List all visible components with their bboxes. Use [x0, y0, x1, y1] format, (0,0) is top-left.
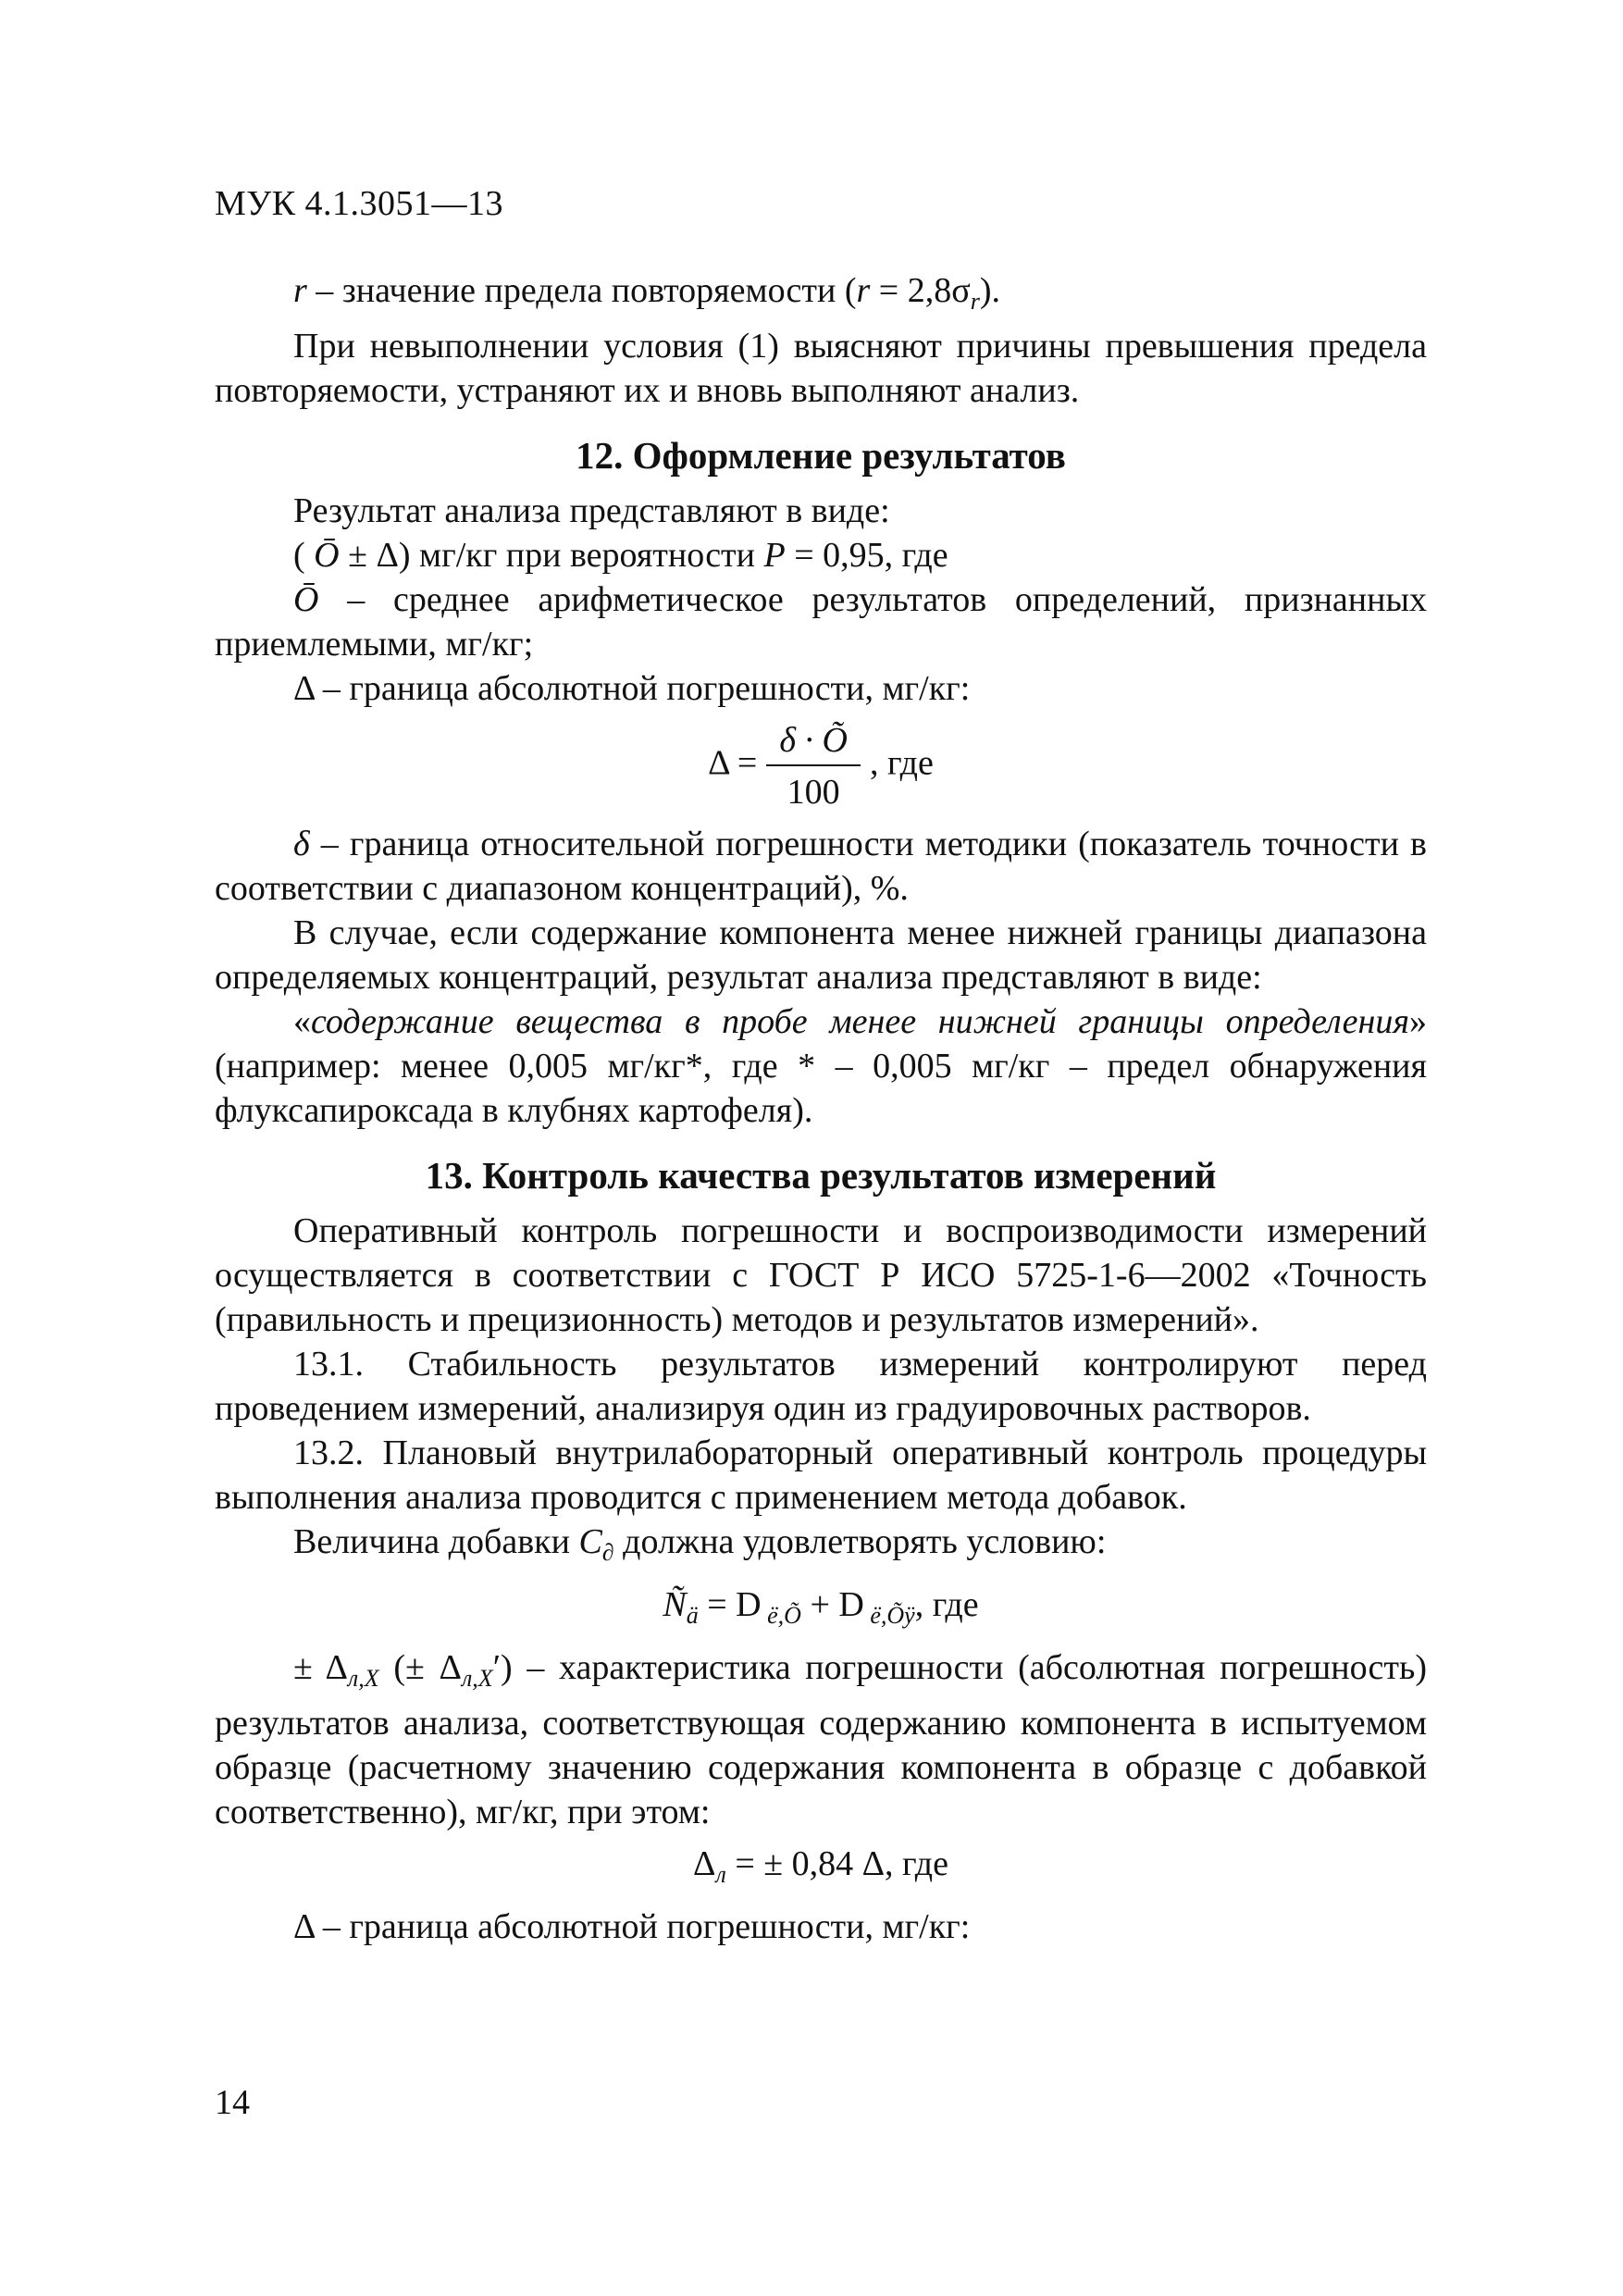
- paragraph-below-range: В случае, если содержание компонента менее нижней границы диапазона определяемых концентраций, результат анализа представляют в виде:: [215, 913, 1427, 997]
- paragraph-absolute-error: Δ – граница абсолютной погрешности, мг/кг:: [293, 669, 971, 708]
- paragraph-mean-definition: Ō – среднее арифметическое результатов определений, признанных приемлемыми, мг/кг;: [215, 580, 1428, 664]
- paragraph-relative-error: δ – граница относительной погрешности методики (показатель точности в соответствии с диапазоном концентраций), %.: [215, 825, 1427, 908]
- paragraph-additive-value: Величина добавки $C_\partial$ должна удовлетворять условию:: [293, 1522, 1107, 1566]
- formula-fraction: $\frac{\delta \cdot Õ}{100}$: [766, 718, 861, 814]
- paragraph-13-2: 13.2. Плановый внутрилабораторный оперативный контроль процедуры выполнения анализа проводится с применением метода добавок.: [215, 1433, 1427, 1517]
- paragraph-error-characteristic: ± $\Delta_{л,X}$ (± $\Delta_{л,X}'$) – характеристика погрешности (абсолютная погрешность) результатов анализа, соответствующая содержанию компонента в испытуемом образце (расчетному значению содержания компонента в образце с добавкой соответственно), мг/кг, при этом:: [215, 1648, 1427, 1831]
- paragraph-below-range-example: «содержание вещества в пробе менее нижней границы определения» (например: менее 0,005 мг/кг*, где * – 0,005 мг/кг – предел обнаружения флуксапироксада в клубнях картофеля).: [215, 1002, 1427, 1130]
- paragraph-absolute-error-2: Δ – граница абсолютной погрешности, мг/кг:: [293, 1907, 971, 1946]
- formula-delta-l: $\Delta_л$ = ± 0,84 Δ, где: [693, 1844, 948, 1888]
- paragraph-operational-control: Оперативный контроль погрешности и воспроизводимости измерений осуществляется в соответствии с ГОСТ Р ИСО 5725-1-6—2002 «Точность (правильность и прецизионность) методов и результатов измерений».: [215, 1211, 1427, 1339]
- paragraph-result-form: Результат анализа представляют в виде:: [293, 491, 890, 530]
- paragraph-condition-failure: При невыполнении условия (1) выясняют причины превышения предела повторяемости, устраняют их и вновь выполняют анализ.: [215, 327, 1427, 410]
- formula-additive-condition: $Ñ_ä = D$ $_{ë,Õ}$ + D $_{ë,Õÿ}$, где: [663, 1585, 979, 1629]
- paragraph-repeatability-limit: r – значение предела повторяемости $(r = 2,8\sigma_r)$.: [293, 271, 1000, 315]
- formula-delta: Δ = $\frac{\delta \cdot Õ}{100}$ , где: [215, 718, 1427, 814]
- document-header: МУК 4.1.3051—13: [215, 184, 504, 223]
- section-12-title: 12. Оформление результатов: [576, 434, 1066, 477]
- paragraph-result-expression: ( Ō ± Δ) мг/кг при вероятности P = 0,95, где: [293, 536, 948, 575]
- page-number: 14: [215, 2083, 250, 2122]
- paragraph-13-1: 13.1. Стабильность результатов измерений контролируют перед проведением измерений, анализируя один из градуировочных растворов.: [215, 1345, 1427, 1428]
- document-body: [215, 268, 1427, 1949]
- section-13-title: 13. Контроль качества результатов измерений: [425, 1154, 1217, 1197]
